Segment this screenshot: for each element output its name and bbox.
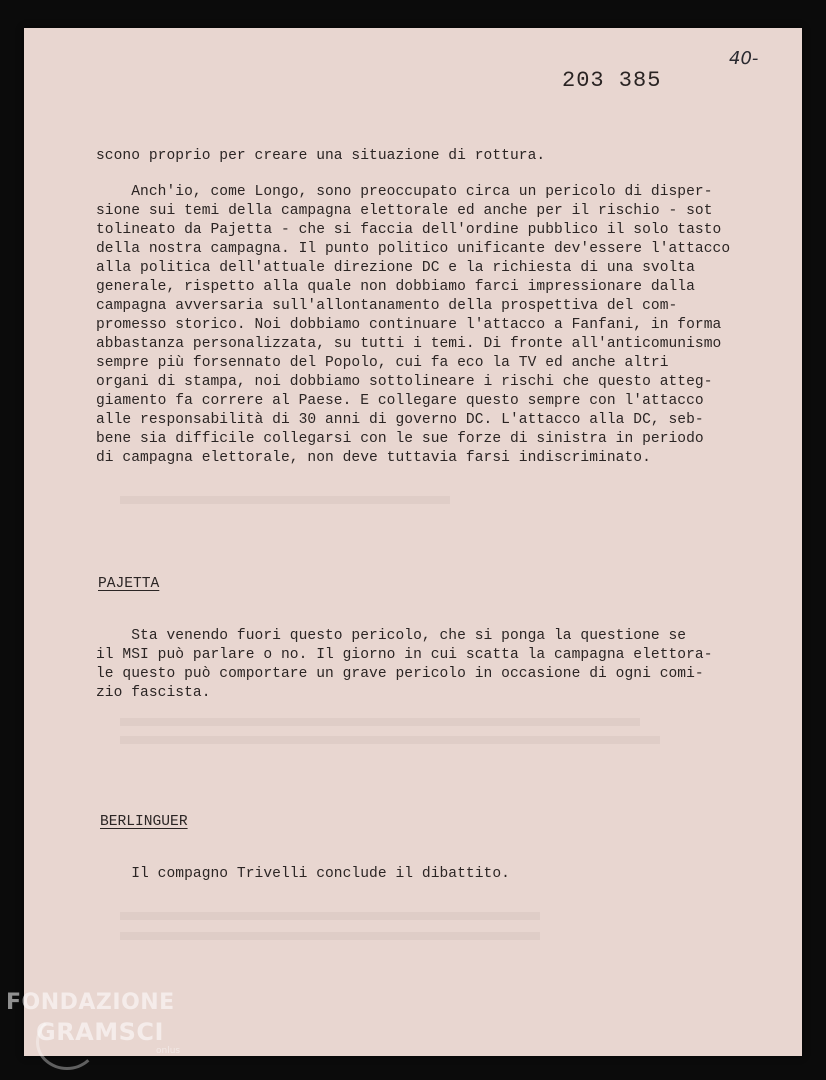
- paragraph-line: le questo può comportare un grave pericolo in occasione di ogni comi-: [96, 666, 704, 682]
- paragraph-line: tolineato da Pajetta - che si faccia dell'ordine pubblico il solo tasto: [96, 222, 722, 238]
- paragraph-line: della nostra campagna. Il punto politico unificante dev'essere l'attacco: [96, 241, 731, 257]
- paragraph-line: Il compagno Trivelli conclude il dibattito.: [96, 866, 510, 882]
- watermark-line1: FONDAZIONE: [6, 990, 175, 1015]
- paragraph-line: Anch'io, come Longo, sono preoccupato circa un pericolo di disper-: [96, 184, 713, 200]
- paragraph-line: Sta venendo fuori questo pericolo, che si ponga la questione se: [96, 628, 687, 644]
- paragraph-line: sempre più forsennato del Popolo, cui fa eco la TV ed anche altri: [96, 355, 669, 371]
- document-page: [24, 28, 802, 1056]
- paragraph-line: il MSI può parlare o no. Il giorno in cui scatta la campagna elettora-: [96, 647, 713, 663]
- paragraph-line: zio fascista.: [96, 685, 211, 701]
- paragraph-line: alla politica dell'attuale direzione DC e la richiesta di una svolta: [96, 260, 695, 276]
- archive-number: 203 385: [562, 68, 662, 93]
- paragraph-line: generale, rispetto alla quale non dobbiamo farci impressionare dalla: [96, 279, 695, 295]
- paragraph-line: abbastanza personalizzata, su tutti i temi. Di fronte all'anticomunismo: [96, 336, 722, 352]
- paragraph-line: alle responsabilità di 30 anni di governo DC. L'attacco alla DC, seb-: [96, 412, 704, 428]
- folio-number: 40-: [729, 48, 759, 69]
- watermark-line2: GRAMSCI: [36, 1018, 164, 1046]
- paragraph-line: di campagna elettorale, non deve tuttavia farsi indiscriminato.: [96, 450, 651, 466]
- watermark-logo: [6, 990, 206, 1070]
- paragraph-line: promesso storico. Noi dobbiamo continuare l'attacco a Fanfani, in forma: [96, 317, 722, 333]
- intro-line: scono proprio per creare una situazione di rottura.: [96, 148, 546, 164]
- paragraph-line: organi di stampa, noi dobbiamo sottolineare i rischi che questo atteg-: [96, 374, 713, 390]
- paragraph-line: giamento fa correre al Paese. E collegare questo sempre con l'attacco: [96, 393, 704, 409]
- speaker-heading-berlinguer: BERLINGUER: [100, 814, 188, 830]
- watermark-line3: onlus: [156, 1046, 181, 1056]
- paragraph-line: sione sui temi della campagna elettorale ed anche per il rischio - sot: [96, 203, 713, 219]
- paragraph-line: bene sia difficile collegarsi con le sue forze di sinistra in periodo: [96, 431, 704, 447]
- paragraph-line: campagna avversaria sull'allontanamento della prospettiva del com-: [96, 298, 678, 314]
- speaker-heading-pajetta: PAJETTA: [98, 576, 160, 592]
